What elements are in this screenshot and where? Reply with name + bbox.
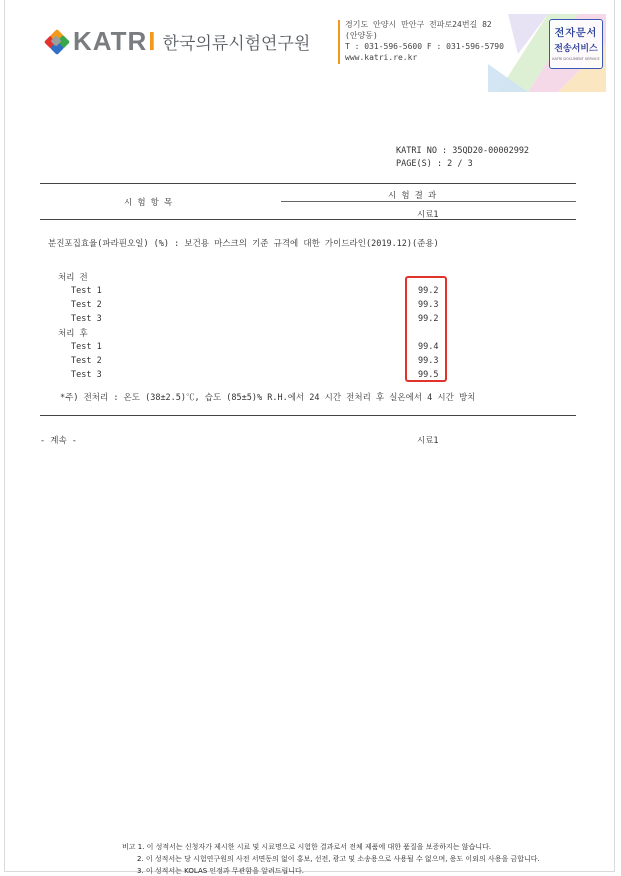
logo-word: KATR [73, 26, 148, 56]
row-value: 99.4 [418, 342, 439, 352]
result-subheader-rule [281, 201, 576, 202]
row-value: 99.2 [418, 286, 439, 296]
table-header-bottom-rule [40, 219, 576, 220]
page-border [4, 0, 615, 872]
logo-i: I [148, 26, 156, 56]
pretreatment-note: *주) 전처리 : 온도 (38±2.5)℃, 습도 (85±5)% R.H.에서 24 시간 전처리 후 실온에서 4 시간 방치 [60, 393, 476, 403]
row-value: 99.3 [418, 300, 439, 310]
table-top-rule [40, 183, 576, 184]
footer-note-3: 3. 이 성적서는 KOLAS 인정과 무관함을 알려드립니다. [137, 867, 304, 875]
page-count: PAGE(S) : 2 / 3 [396, 159, 473, 169]
group-label-after: 처리 후 [58, 329, 88, 339]
katri-logo-icon [44, 29, 70, 55]
footer-note-2: 2. 이 성적서는 당 시험연구원의 사전 서면동의 없이 홍보, 선전, 광고 및 소송용으로 사용될 수 없으며, 용도 이외의 사용을 금합니다. [137, 855, 540, 863]
row-name: Test 2 [71, 356, 102, 366]
row-value: 99.2 [418, 314, 439, 324]
address-divider [338, 20, 340, 64]
sample-label: 시료1 [417, 210, 439, 220]
katri-logo [44, 26, 310, 57]
address-line: (안양동) [345, 31, 378, 40]
group-label-before: 처리 전 [58, 273, 88, 283]
highlight-box [405, 276, 447, 382]
stamp-line1: 전자문서 [554, 28, 598, 39]
address-line: www.katri.re.kr [345, 53, 418, 62]
table-bottom-rule [40, 415, 576, 416]
address-block [345, 19, 504, 63]
row-name: Test 1 [71, 342, 102, 352]
logo-korean-name: 한국의류시험연구원 [162, 34, 311, 54]
continued-sample-label: 시료1 [417, 436, 439, 446]
continued-label: - 계속 - [40, 436, 77, 446]
katri-no: KATRI NO : 35QD20-00002992 [396, 146, 530, 156]
row-value: 99.5 [418, 370, 439, 380]
footer-note-1: 비고 1. 이 성적서는 신청자가 제시한 시료 및 시료명으로 시험한 결과로서 전체 제품에 대한 품질을 보증하지는 않습니다. [122, 843, 492, 851]
row-value: 99.3 [418, 356, 439, 366]
row-name: Test 1 [71, 286, 102, 296]
test-method-title: 분진포집효율(파라핀오일) (%) : 보건용 마스크의 기준 규격에 대한 가이드라인(2019.12)(준용) [48, 239, 439, 249]
stamp-line3: KATRI DOCUMENT SERVICE [552, 57, 600, 61]
address-line: T : 031-596-5600 F : 031-596-5790 [345, 42, 504, 51]
row-name: Test 2 [71, 300, 102, 310]
address-line: 경기도 안양시 만안구 전파로24번길 82 [345, 20, 492, 29]
stamp-line2: 전송서비스 [554, 44, 598, 54]
row-name: Test 3 [71, 314, 102, 324]
column-header-result: 시 험 결 과 [388, 191, 437, 201]
column-header-item: 시 험 항 목 [124, 198, 173, 208]
e-document-stamp [549, 19, 603, 69]
row-name: Test 3 [71, 370, 102, 380]
